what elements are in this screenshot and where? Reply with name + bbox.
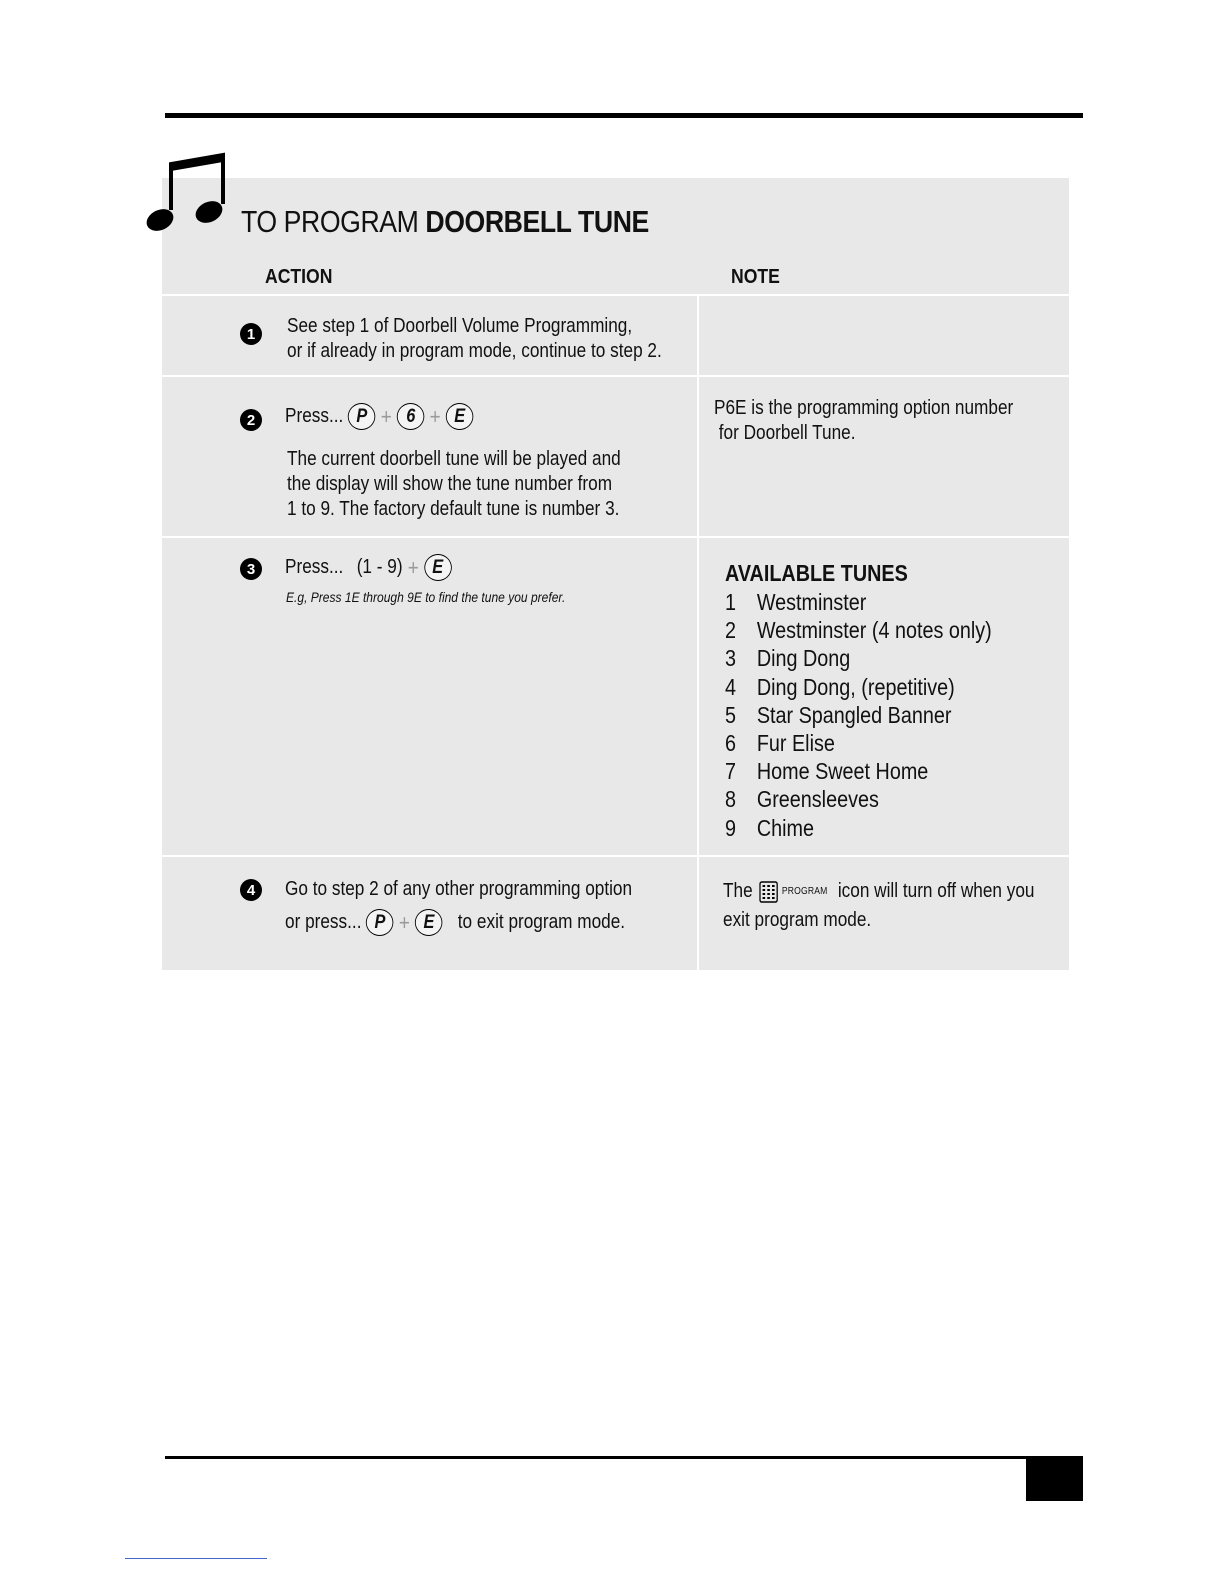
step-number-2: 2 — [240, 409, 262, 431]
step-4-line1: Go to step 2 of any other programming option — [285, 878, 633, 900]
bottom-rule — [165, 1456, 1083, 1459]
key-p-button: P — [348, 403, 376, 430]
step-3-hint: E.g, Press 1E through 9E to find the tune you prefer. — [286, 589, 566, 605]
keypad-icon — [760, 881, 779, 903]
divider — [162, 536, 1069, 538]
step-4-line2: or press... P + E to exit program mode. — [285, 910, 626, 935]
list-item: 9 Chime — [725, 814, 814, 841]
key-p-button: P — [366, 909, 394, 936]
list-item: 4 Ding Dong, (repetitive) — [725, 673, 955, 700]
divider — [162, 294, 1069, 296]
column-divider — [697, 295, 699, 970]
list-item: 5 Star Spangled Banner — [725, 701, 952, 728]
step-1-action: See step 1 of Doorbell Volume Programming, or if already in program mode, continue to step 2. — [287, 315, 662, 362]
divider — [162, 855, 1069, 857]
tune-list — [725, 588, 1035, 842]
step-number-4: 4 — [240, 879, 262, 901]
step-4-note: The PROGRAM icon will turn off when you exit program mode. — [723, 880, 1035, 932]
page-number-block — [1026, 1456, 1083, 1501]
key-e-button: E — [415, 909, 443, 936]
list-item: 2 Westminster (4 notes only) — [725, 617, 992, 644]
step-3-press: Press... (1 - 9) + E — [285, 554, 451, 581]
list-item: 1 Westminster — [725, 589, 867, 615]
column-header-action: ACTION — [265, 266, 333, 288]
footer-link-underline — [125, 1558, 267, 1559]
available-tunes-heading: AVAILABLE TUNES — [725, 560, 908, 586]
step-2-description: The current doorbell tune will be played and the display will show the tune number from 1 to 9. The factory default tune is number 3. — [287, 448, 621, 520]
music-notes-icon — [143, 152, 227, 236]
divider — [162, 375, 1069, 377]
step-number-1: 1 — [240, 323, 262, 345]
step-2-note: P6E is the programming option number for Doorbell Tune. — [714, 397, 1014, 444]
key-e-button: E — [446, 403, 474, 430]
key-e-button: E — [424, 554, 452, 581]
top-rule — [165, 113, 1083, 118]
page-title: TO PROGRAM DOORBELL TUNE — [241, 204, 649, 239]
list-item: 8 Greensleeves — [725, 786, 879, 813]
column-header-note: NOTE — [731, 266, 780, 288]
step-number-3: 3 — [240, 558, 262, 580]
step-2-press: Press... P + 6 + E — [285, 403, 473, 430]
list-item: 7 Home Sweet Home — [725, 758, 929, 785]
list-item: 6 Fur Elise — [725, 729, 835, 756]
key-6-button: 6 — [397, 403, 425, 430]
list-item: 3 Ding Dong — [725, 645, 851, 672]
